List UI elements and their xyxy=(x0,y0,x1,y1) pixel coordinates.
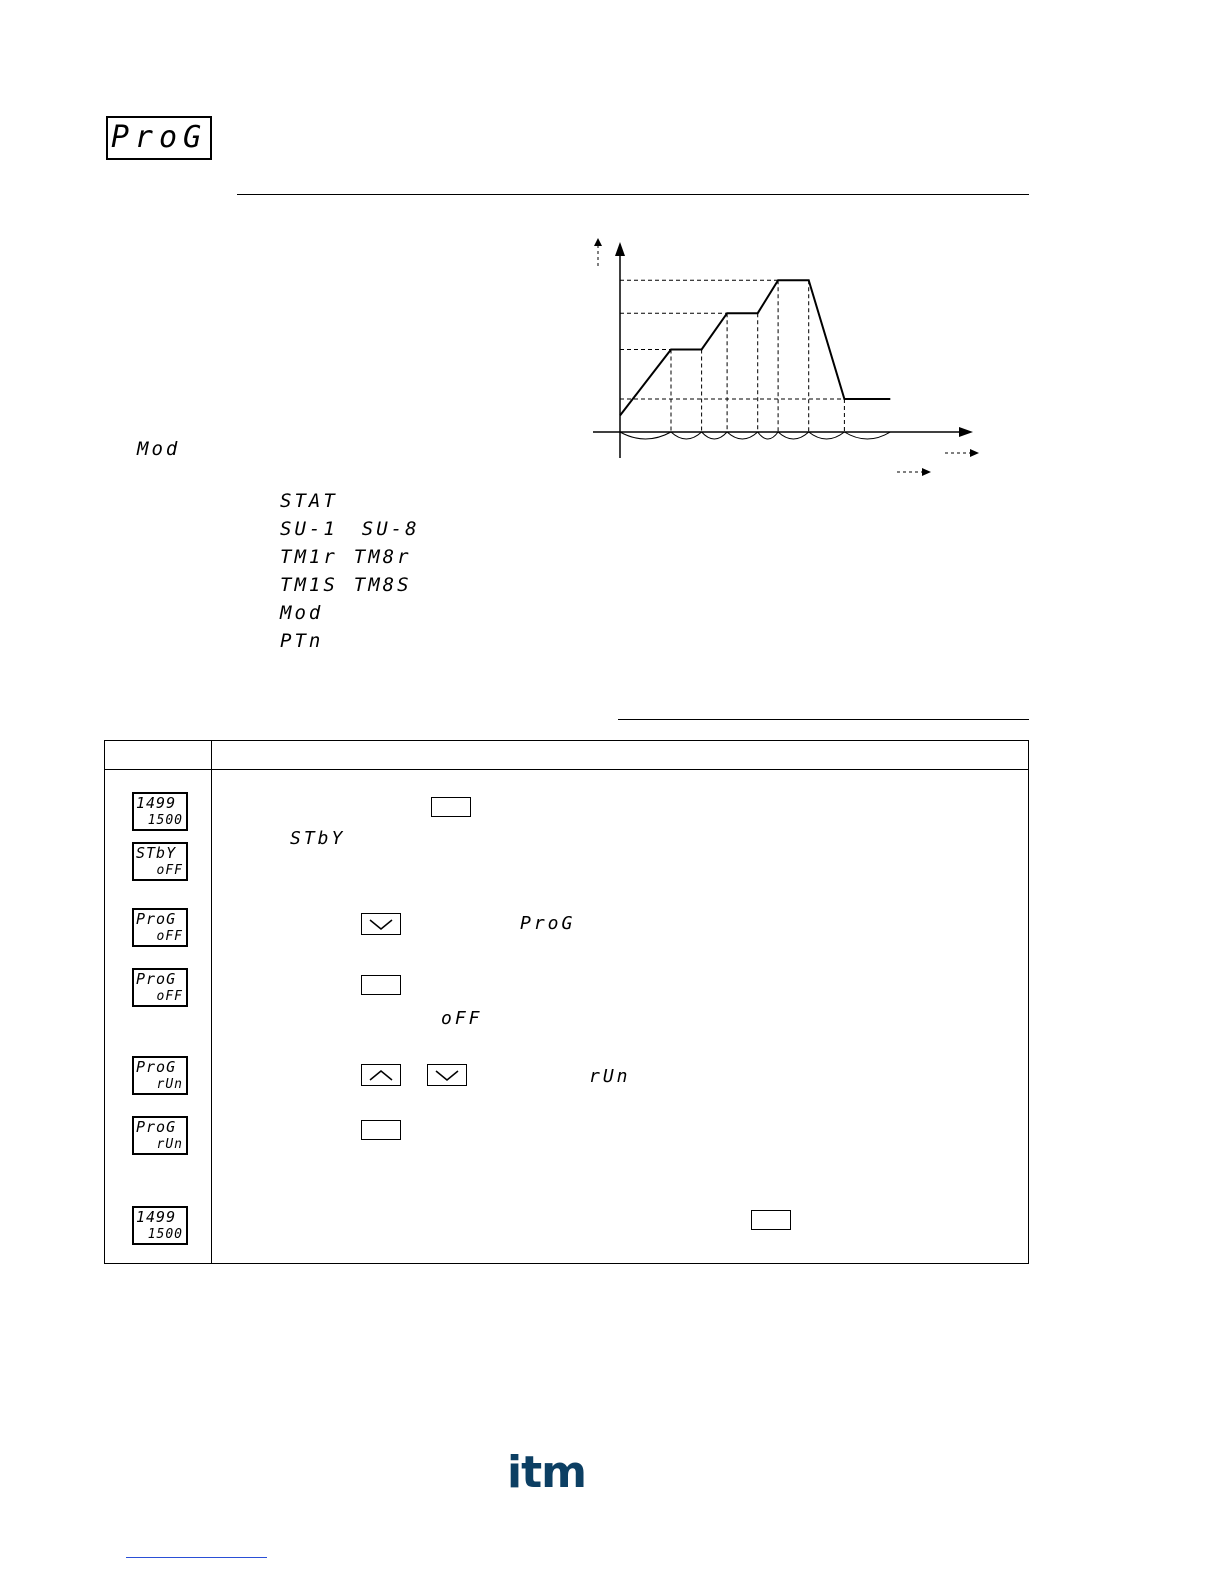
code-b: TM8r xyxy=(353,546,412,568)
mode-key-button[interactable] xyxy=(431,797,471,817)
code-row xyxy=(280,490,420,518)
down-key-button[interactable] xyxy=(361,913,401,935)
code-row xyxy=(280,630,420,658)
lcd-display: 1499 1500 xyxy=(132,792,188,831)
inline-code: oFF xyxy=(441,1008,483,1029)
segment-bracket xyxy=(809,432,845,439)
mode-code: Mod xyxy=(137,438,181,460)
itm-logo: itm xyxy=(507,1447,586,1498)
mode-key-button[interactable] xyxy=(751,1210,791,1230)
procedure-table xyxy=(104,740,1029,1264)
lcd-display: ProG rUn xyxy=(132,1116,188,1155)
segment-bracket xyxy=(620,432,671,439)
code-row xyxy=(280,546,420,574)
lcd-display: 1499 1500 xyxy=(132,1206,188,1245)
code-b: TM8S xyxy=(353,574,412,596)
segment-bracket xyxy=(778,432,809,439)
x-axis-arrow xyxy=(959,427,973,437)
down-key-button[interactable] xyxy=(427,1064,467,1086)
code-a: TM1r xyxy=(280,546,338,568)
y-axis-arrow xyxy=(615,242,625,256)
code-list xyxy=(280,490,420,658)
lcd-display: STbY oFF xyxy=(132,842,188,881)
code-a: PTn xyxy=(280,630,324,652)
inline-code: ProG xyxy=(520,913,576,934)
table-header-cell xyxy=(105,741,212,770)
lcd-display-blinking: ProG rUn xyxy=(132,1056,188,1095)
mode-key-button[interactable] xyxy=(361,975,401,995)
code-a: SU-1 xyxy=(280,518,338,540)
program-profile-chart xyxy=(585,230,985,480)
lcd-display-blinking: ProG oFF xyxy=(132,968,188,1007)
code-b: SU-8 xyxy=(361,518,420,540)
chevron-down-icon xyxy=(362,914,400,934)
header-display-code: ProG xyxy=(106,116,212,160)
code-a: STAT xyxy=(280,490,338,512)
segment-bracket xyxy=(702,432,728,439)
lcd-display: ProG oFF xyxy=(132,908,188,947)
mode-key-button[interactable] xyxy=(361,1120,401,1140)
code-a: Mod xyxy=(280,602,324,624)
section-rule-top xyxy=(237,194,1029,195)
segment-bracket xyxy=(671,432,702,439)
section-rule-mid xyxy=(618,719,1029,720)
profile-line xyxy=(620,280,890,415)
segment-bracket xyxy=(758,432,778,439)
code-row xyxy=(280,518,420,546)
segment-bracket xyxy=(844,432,890,439)
table-header-cell xyxy=(212,741,1029,770)
chevron-down-icon xyxy=(428,1065,466,1085)
chevron-up-icon xyxy=(362,1065,400,1085)
inline-code: STbY xyxy=(290,828,346,849)
inline-code: rUn xyxy=(589,1066,631,1087)
footer-link-underline[interactable] xyxy=(126,1557,267,1558)
code-row xyxy=(280,602,420,630)
up-key-button[interactable] xyxy=(361,1064,401,1086)
code-row xyxy=(280,574,420,602)
segment-bracket xyxy=(727,432,758,439)
code-a: TM1S xyxy=(280,574,338,596)
